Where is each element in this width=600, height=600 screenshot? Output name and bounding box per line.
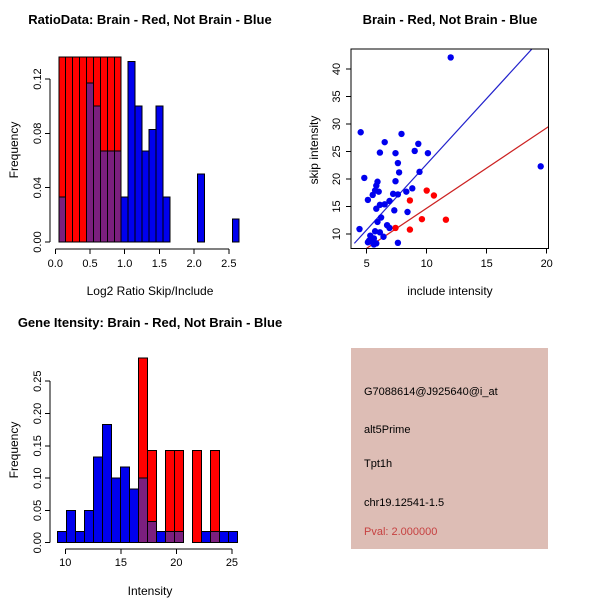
gene-intensity-histogram-panel [0, 300, 300, 600]
gene-name-text: Tpt1h [364, 458, 393, 470]
svg-text:25: 25 [225, 557, 239, 569]
svg-text:5: 5 [363, 258, 370, 270]
gene-intensity-histogram-xlabel: Intensity [127, 584, 173, 598]
pval-text: Pval: 2.000000 [364, 526, 438, 538]
svg-text:2.0: 2.0 [186, 258, 202, 270]
svg-text:15: 15 [331, 200, 343, 213]
svg-text:0.0: 0.0 [47, 258, 63, 270]
intensity-scatter-xlabel: include intensity [407, 284, 493, 298]
svg-text:0.04: 0.04 [32, 176, 44, 199]
svg-text:15: 15 [114, 557, 127, 569]
svg-text:0.5: 0.5 [82, 258, 98, 270]
svg-text:30: 30 [331, 117, 343, 131]
svg-text:0.20: 0.20 [32, 402, 44, 425]
ratio-histogram-title: RatioData: Brain - Red, Not Brain - Blue [28, 12, 272, 27]
svg-text:10: 10 [59, 557, 72, 569]
gene-info-panel [300, 300, 600, 600]
svg-text:20: 20 [170, 557, 183, 569]
svg-text:0.25: 0.25 [32, 370, 44, 392]
splice-type-text: alt5Prime [364, 424, 411, 436]
svg-text:20: 20 [331, 172, 343, 186]
svg-text:10: 10 [331, 227, 343, 241]
intensity-scatter-title: Brain - Red, Not Brain - Blue [362, 12, 538, 27]
svg-text:1.5: 1.5 [151, 258, 168, 270]
svg-text:0.05: 0.05 [32, 499, 44, 522]
ratio-histogram-canvas [0, 0, 300, 300]
svg-text:35: 35 [331, 90, 343, 103]
svg-text:1.0: 1.0 [117, 258, 133, 270]
intensity-scatter-panel [300, 0, 600, 300]
ratio-histogram-ylabel: Frequency [7, 121, 21, 179]
svg-text:0.00: 0.00 [32, 231, 44, 253]
svg-text:0.15: 0.15 [32, 435, 44, 457]
svg-text:20: 20 [540, 258, 553, 270]
probe-id-text: G7088614@J925640@i_at [364, 386, 498, 398]
gene-intensity-histogram-ylabel: Frequency [7, 421, 21, 479]
ratio-histogram-panel [0, 0, 300, 300]
svg-text:25: 25 [331, 145, 343, 158]
svg-text:0.12: 0.12 [32, 68, 44, 90]
intensity-scatter-canvas [300, 0, 600, 300]
svg-text:10: 10 [420, 258, 433, 270]
svg-text:0.00: 0.00 [32, 531, 44, 554]
svg-text:15: 15 [480, 258, 493, 270]
svg-text:0.08: 0.08 [32, 122, 44, 145]
svg-text:0.10: 0.10 [32, 467, 44, 489]
svg-text:2.5: 2.5 [221, 258, 237, 270]
gene-intensity-histogram-canvas [0, 300, 300, 600]
chromosome-location-text: chr19.12541-1.5 [364, 497, 445, 509]
gene-info-box [351, 348, 548, 549]
gene-intensity-histogram-title: Gene Itensity: Brain - Red, Not Brain - Blue [17, 315, 283, 330]
svg-text:40: 40 [331, 62, 343, 76]
intensity-scatter-ylabel: skip intensity [307, 115, 321, 185]
ratio-histogram-xlabel: Log2 Ratio Skip/Include [86, 284, 214, 298]
